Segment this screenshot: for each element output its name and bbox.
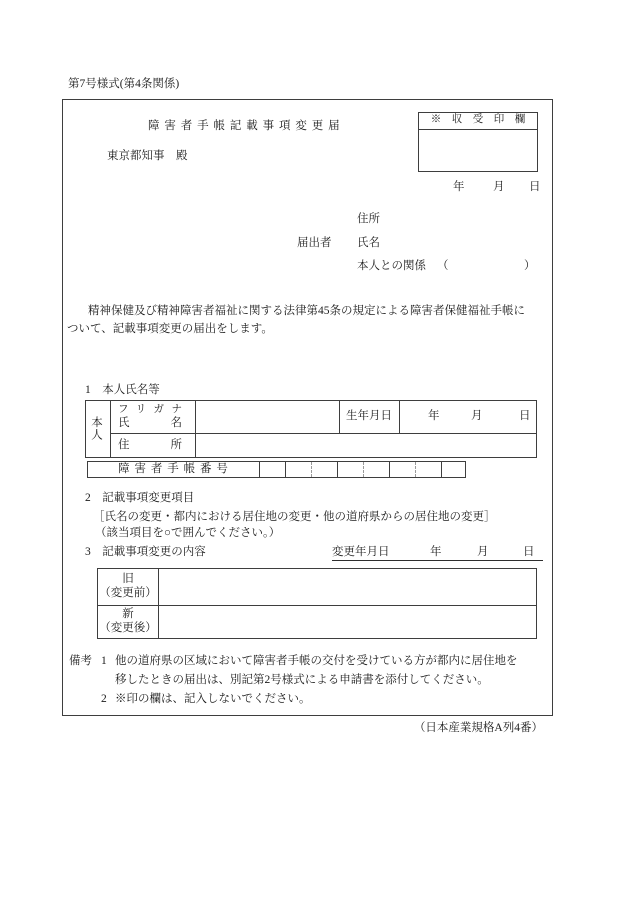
remarks-item2-number: 2	[101, 693, 107, 705]
date-month-label: 月	[493, 181, 505, 193]
new-sub-label: （変更後）	[99, 622, 157, 634]
address-field	[196, 434, 536, 457]
remarks-item1-number: 1	[101, 655, 107, 667]
receipt-stamp-area	[419, 130, 537, 171]
section1-heading: 1 本人氏名等	[85, 384, 160, 396]
declarant-name-label: 氏名	[357, 237, 380, 249]
person-row-header: 本人	[90, 416, 102, 441]
relation-paren-close: ）	[524, 260, 536, 272]
remarks-item1-line2: 移したときの届出は、別記第2号様式による申請書を添付してください。	[115, 674, 489, 686]
new-label: 新	[122, 608, 134, 620]
divider-line	[110, 401, 111, 457]
change-month-label: 月	[477, 546, 489, 558]
divider-line	[399, 401, 400, 433]
statement-line1: 精神保健及び精神障害者福祉に関する法律第45条の規定による障害者保健福祉手帳に	[88, 305, 525, 317]
declarant-address-label: 住所	[357, 213, 380, 225]
addressee-label: 東京都知事 殿	[107, 150, 188, 162]
old-sub-label: （変更前）	[99, 587, 157, 599]
relation-label: 本人との関係	[357, 260, 426, 272]
section2-options: ［氏名の変更・都内における居住地の変更・他の道府県からの居住地の変更］	[93, 511, 496, 523]
address-label: 住所	[118, 439, 182, 451]
name-field	[196, 402, 338, 432]
date-day-label: 日	[529, 181, 541, 193]
receipt-stamp-label: ※ 収 受 印 欄	[430, 114, 526, 125]
change-date-label: 変更年月日	[332, 546, 390, 558]
birth-month-label: 月	[471, 410, 483, 422]
change-date-group	[332, 545, 543, 561]
form-number: 第7号様式(第4条関係)	[68, 78, 180, 90]
remarks-item2-text: ※印の欄は、記入しないでください。	[115, 693, 311, 705]
section2-instruction: （該当項目を○で囲んでください。）	[95, 527, 281, 539]
certificate-number-label: 障 害 者 手 帳 番 号	[118, 463, 229, 475]
footer-note: （日本産業規格A列4番）	[413, 722, 543, 734]
section3-heading: 3 記載事項変更の内容	[85, 546, 206, 558]
person-table	[85, 400, 537, 458]
new-content-field	[159, 606, 536, 638]
old-content-field	[159, 569, 536, 605]
birth-day-label: 日	[519, 410, 531, 422]
section2-heading: 2 記載事項変更項目	[85, 492, 195, 504]
birthdate-label: 生年月日	[346, 410, 392, 422]
date-year-label: 年	[453, 181, 465, 193]
receipt-stamp-box	[418, 112, 538, 172]
furigana-label: フリガナ	[118, 404, 182, 415]
change-year-label: 年	[430, 546, 442, 558]
certificate-number-row	[87, 461, 466, 478]
remarks-label: 備考	[69, 655, 92, 667]
change-content-table	[97, 568, 537, 639]
form-title: 障 害 者 手 帳 記 載 事 項 変 更 届	[148, 120, 341, 132]
relation-paren-open: （	[437, 260, 449, 272]
declarant-label: 届出者	[297, 237, 332, 249]
name-label: 氏名	[118, 417, 182, 429]
statement-line2: ついて、記載事項変更の届出をします。	[67, 323, 273, 335]
remarks-item1-line1: 他の道府県の区域において障害者手帳の交付を受けている方が都内に居住地を	[115, 655, 518, 667]
birth-year-label: 年	[428, 410, 440, 422]
old-label: 旧	[122, 573, 134, 585]
change-day-label: 日	[523, 546, 535, 558]
certificate-number-cells	[260, 462, 466, 477]
